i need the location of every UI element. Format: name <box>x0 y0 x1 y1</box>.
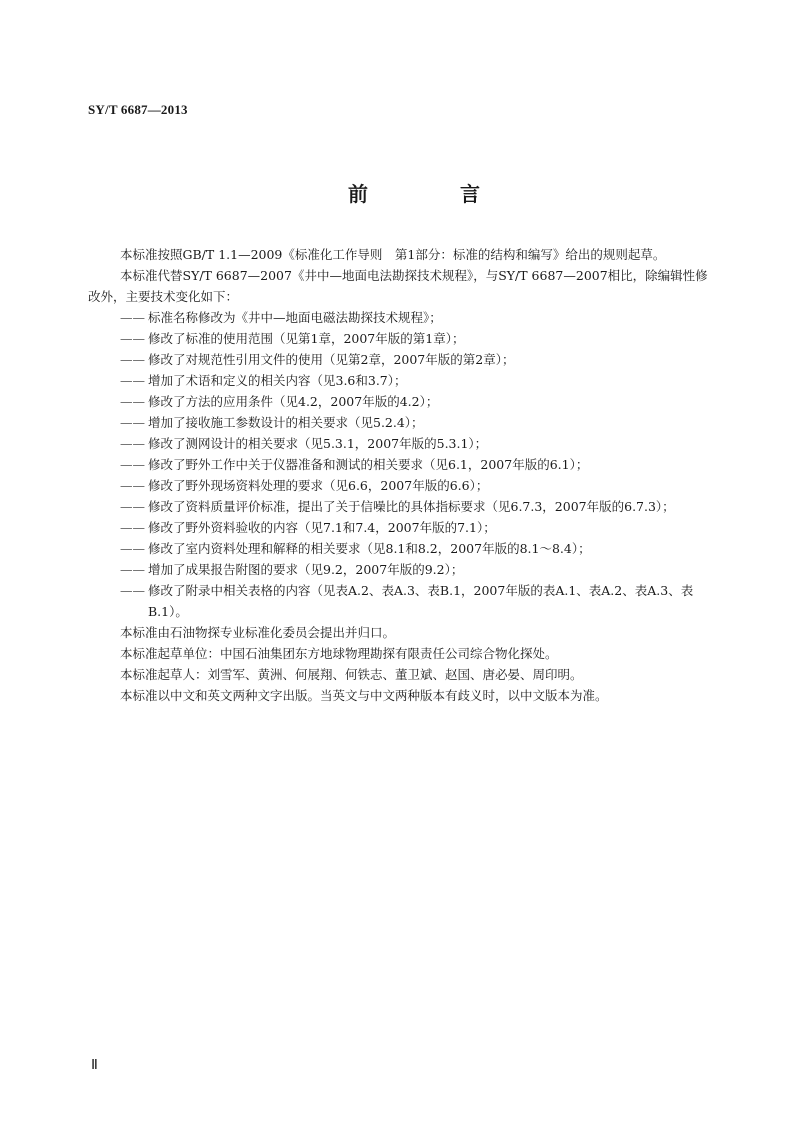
list-item <box>120 307 720 328</box>
list-item-text: 修改了野外资料验收的内容（见7.1和7.4，2007年版的7.1）； <box>148 520 496 535</box>
list-item <box>120 580 720 622</box>
list-item-dash: —— <box>120 520 145 535</box>
list-item-dash: —— <box>120 415 145 430</box>
list-item-text: 增加了接收施工参数设计的相关要求（见5.2.4）； <box>148 415 424 430</box>
list-item <box>120 496 720 517</box>
list-item-dash: —— <box>120 541 145 556</box>
list-item <box>120 454 720 475</box>
list-item <box>120 475 720 496</box>
standard-code: SY/T 6687—2013 <box>88 102 188 117</box>
list-item-dash: —— <box>120 499 145 514</box>
list-item <box>120 391 720 412</box>
closing-paragraphs <box>120 622 720 706</box>
list-item-text: 修改了方法的应用条件（见4.2，2007年版的4.2）； <box>148 394 439 409</box>
list-item <box>120 517 720 538</box>
list-item-text: 增加了术语和定义的相关内容（见3.6和3.7）； <box>148 373 407 388</box>
list-item <box>120 349 720 370</box>
list-item <box>120 559 720 580</box>
paragraph-drafting-rules: 本标准按照GB/T 1.1—2009《标准化工作导则 第1部分：标准的结构和编写》给出的规则起草。 <box>120 247 666 262</box>
list-item <box>120 370 720 391</box>
closing-paragraph: 本标准起草人：刘雪军、黄洲、何展翔、何铁志、董卫斌、赵国、唐必晏、周印明。 <box>120 667 583 682</box>
list-item-dash: —— <box>120 331 145 346</box>
list-item <box>120 433 720 454</box>
closing-paragraph: 本标准起草单位：中国石油集团东方地球物理勘探有限责任公司综合物化探处。 <box>120 646 558 661</box>
list-item-dash: —— <box>120 457 145 472</box>
list-item-dash: —— <box>120 310 145 325</box>
list-item-text: 修改了资料质量评价标准，提出了关于信噪比的具体指标要求（见6.7.3，2007年版的6.7.3）； <box>148 499 675 514</box>
page-number: Ⅱ <box>91 1058 97 1073</box>
list-item-dash: —— <box>120 436 145 451</box>
closing-paragraph: 本标准由石油物探专业标准化委员会提出并归口。 <box>120 625 396 640</box>
list-item-text: 修改了野外工作中关于仪器准备和测试的相关要求（见6.1，2007年版的6.1）； <box>148 457 589 472</box>
list-item-text: 修改了室内资料处理和解释的相关要求（见8.1和8.2，2007年版的8.1～8.4）； <box>148 541 591 556</box>
document-body <box>88 244 720 706</box>
list-item <box>120 328 720 349</box>
list-item-dash: —— <box>120 373 145 388</box>
list-item-dash: —— <box>120 478 145 493</box>
list-item-dash: —— <box>120 352 145 367</box>
page-title: 前 言 <box>348 182 516 206</box>
list-item-text: 修改了测网设计的相关要求（见5.3.1，2007年版的5.3.1）； <box>148 436 488 451</box>
paragraph-replacement: 本标准代替SY/T 6687—2007《井中—地面电法勘探技术规程》，与SY/T 6687—2007相比，除编辑性修改外，主要技术变化如下： <box>88 268 708 304</box>
list-item <box>120 412 720 433</box>
changes-list <box>120 307 720 622</box>
list-item <box>120 538 720 559</box>
list-item-text: 修改了标准的使用范围（见第1章，2007年版的第1章）； <box>148 331 465 346</box>
list-item-text: 修改了对规范性引用文件的使用（见第2章，2007年版的第2章）； <box>148 352 515 367</box>
list-item-dash: —— <box>120 394 145 409</box>
list-item-text: 标准名称修改为《井中—地面电磁法勘探技术规程》； <box>148 310 442 325</box>
list-item-text: 修改了附录中相关表格的内容（见表A.2、表A.3、表B.1，2007年版的表A.1、表A.2、表A.3、表B.1）。 <box>148 583 694 619</box>
list-item-text: 增加了成果报告附图的要求（见9.2，2007年版的9.2）； <box>148 562 464 577</box>
list-item-text: 修改了野外现场资料处理的要求（见6.6，2007年版的6.6）； <box>148 478 489 493</box>
closing-paragraph: 本标准以中文和英文两种文字出版。当英文与中文两种版本有歧义时，以中文版本为准。 <box>120 688 608 703</box>
list-item-dash: —— <box>120 562 145 577</box>
list-item-dash: —— <box>120 583 145 598</box>
